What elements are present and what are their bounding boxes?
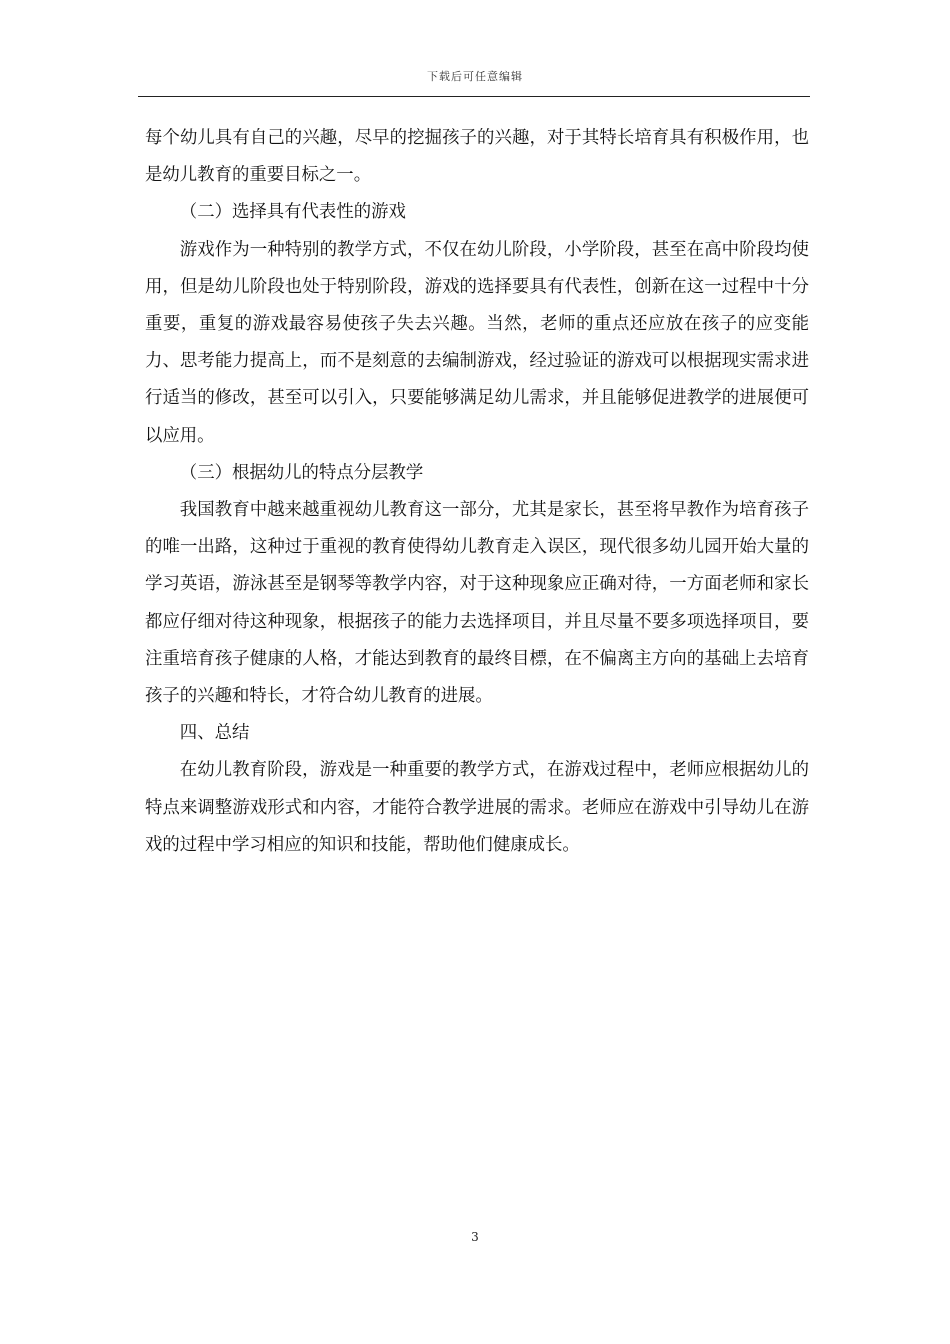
page-number: 3 bbox=[471, 1230, 479, 1244]
section-heading-summary: 四、总结 bbox=[179, 723, 250, 744]
paragraph-layered-teaching: 我国教育中越来越重视幼儿教育这一部分，尤其是家长，甚至将早教作为培育孩子的唯一出路，这种过于重视的教育使得幼儿教育走入误区，现代很多幼儿园开始大量的学习英语，游泳甚至是钢琴等教学内容，对于这种现象应正确对待，一方面老师和家长都应仔细对待这种现象，根据孩子的能力去选择项目，并且尽量不要多项选择项目，要注重培育孩子健康的人格，才能达到教育的最终目標，在不偏离主方向的基础上去培育孩子的兴趣和特长，才符合幼儿教育的进展。 bbox=[145, 500, 809, 707]
header-divider bbox=[138, 96, 810, 97]
paragraph-representative-games: 游戏作为一种特别的教学方式，不仅在幼儿阶段，小学阶段，甚至在高中阶段均使用，但是幼儿阶段也处于特别阶段，游戏的选择要具有代表性，创新在这一过程中十分重要，重复的游戏最容易使孩子失去兴趣。当然，老师的重点还应放在孩子的应变能力、思考能力提高上，而不是刻意的去编制游戏，经过验证的游戏可以根据现实需求进行适当的修改，甚至可以引入，只要能够满足幼儿需求，并且能够促进教学的进展便可以应用。 bbox=[145, 239, 809, 446]
paragraph-continuation: 每个幼儿具有自己的兴趣，尽早的挖掘孩子的兴趣，对于其特长培育具有积极作用，也是幼儿教育的重要目标之一。 bbox=[145, 128, 809, 186]
section-heading-2: （二）选择具有代表性的游戏 bbox=[179, 202, 406, 223]
paragraph-summary: 在幼儿教育阶段，游戏是一种重要的教学方式，在游戏过程中，老师应根据幼儿的特点来调整游戏形式和内容，才能符合教学进展的需求。老师应在游戏中引导幼儿在游戏的过程中学习相应的知识和技能，帮助他们健康成长。 bbox=[145, 760, 809, 855]
page-header-note: 下载后可任意编辑 bbox=[427, 70, 523, 83]
document-body bbox=[145, 120, 809, 864]
section-heading-3: （三）根据幼儿的特点分层教学 bbox=[179, 462, 424, 483]
